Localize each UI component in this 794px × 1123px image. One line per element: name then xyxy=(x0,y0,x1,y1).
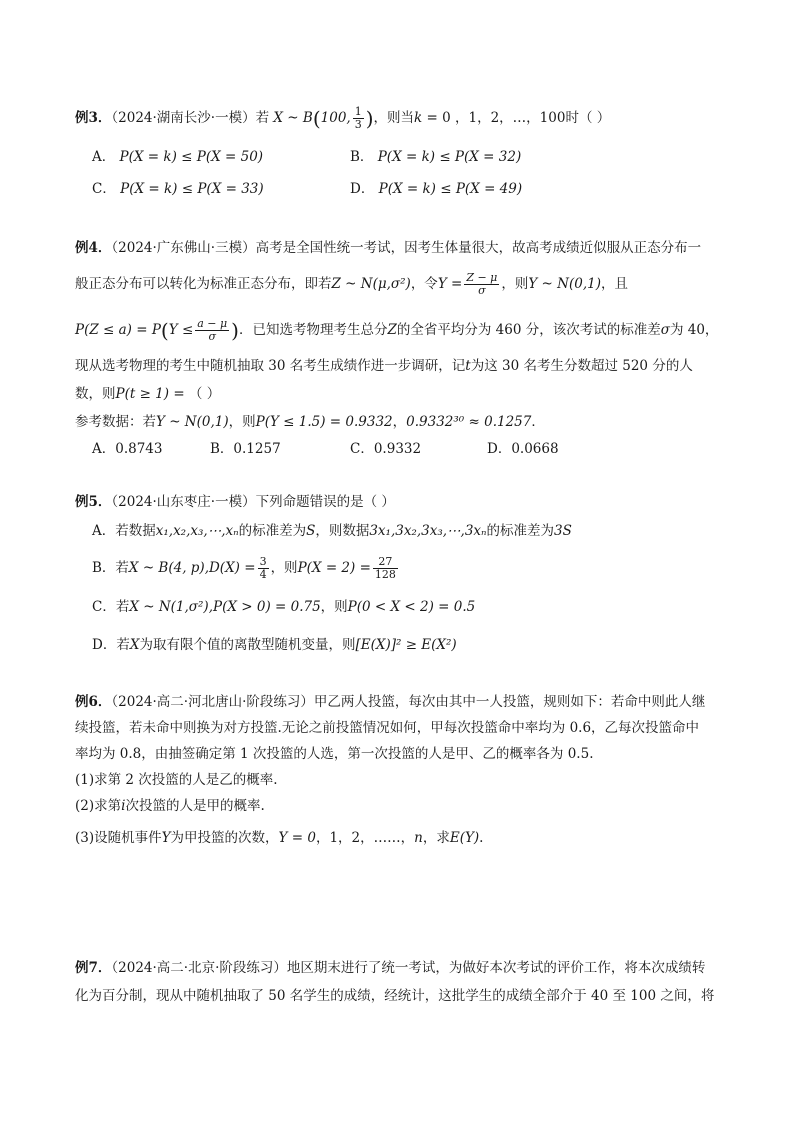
text: ，则 xyxy=(270,560,298,576)
text: ，求 xyxy=(422,830,450,846)
ex7-line-2: 化为百分制，现从中随机抽取了 50 名学生的成绩，经统计，这批学生的成绩全部介于 40 至 100 之间，将 xyxy=(75,988,715,1004)
option-label: B． xyxy=(350,149,374,165)
ex3-option-b xyxy=(350,146,521,168)
ex4-text-2d: ，且 xyxy=(600,276,628,292)
ex7-source: （2024·高二·北京·阶段练习） xyxy=(111,960,287,976)
ex3-args: 100, xyxy=(320,110,351,126)
option-value: 0.1257 xyxy=(233,441,281,457)
ex6-line-1 xyxy=(75,692,705,712)
text: . xyxy=(479,830,484,846)
ex3-frac-den: 3 xyxy=(354,118,362,131)
ex6-text-1: 甲乙两人投篮，每次由其中一人投篮，规则如下：若命中则此人继 xyxy=(313,694,706,710)
ex4-fraction-z xyxy=(464,272,499,297)
option-value: 0.8743 xyxy=(115,441,163,457)
ex6-line-3: 率均为 0.8，由抽签确定第 1 次投篮的人选，第一次投篮的人是甲、乙的概率各为 0.5. xyxy=(75,746,594,762)
option-value: 0.9332 xyxy=(373,441,422,457)
math: n xyxy=(414,830,423,846)
option-value: 0.0668 xyxy=(511,441,559,457)
text: A．若数据 xyxy=(92,523,156,539)
ex4-text-6d: ． xyxy=(531,414,545,430)
ex4-line-6 xyxy=(75,412,545,432)
option-expr: P(X = k) ≤ P(X = 32) xyxy=(377,149,522,165)
option-label: A． xyxy=(92,149,116,165)
ex4-text-4b: 为这 30 名考生分数超过 520 分的人 xyxy=(470,358,693,374)
ex5-label: 例5． xyxy=(75,494,112,510)
frac-den: 128 xyxy=(374,568,396,581)
fraction xyxy=(258,556,269,581)
ex4-label: 例4． xyxy=(75,240,112,256)
ex4-source: （2024·广东佛山·三模） xyxy=(111,240,256,256)
ex5-option-a xyxy=(92,520,572,542)
math: 3S xyxy=(554,523,572,539)
text: ，则 xyxy=(320,599,348,615)
math: P(0 < X < 2) = 0.5 xyxy=(347,599,476,615)
ex4-option-c xyxy=(350,438,421,460)
option-label: C． xyxy=(350,441,374,457)
ex4-line-2 xyxy=(75,272,628,297)
ex7-line-1 xyxy=(75,958,705,978)
ex4-math-ybound: Y ≤ xyxy=(168,322,194,338)
ex3-source: （2024·湖南长沙·一模） xyxy=(111,110,256,126)
math: X ~ B(4, p),D(X) = xyxy=(128,560,256,576)
ex4-text-2a: 般正态分布可以转化为标准正态分布，即若 xyxy=(75,276,332,292)
ex6-source: （2024·高二·河北唐山·阶段练习） xyxy=(111,694,314,710)
text: 的标准差为 xyxy=(238,523,307,539)
ex5-option-c xyxy=(92,596,475,618)
math: X ~ N(1,σ²),P(X > 0) = 0.75 xyxy=(129,599,321,615)
option-expr: P(X = k) ≤ P(X = 50) xyxy=(119,149,264,165)
ex4-text-2b: ，令 xyxy=(410,276,438,292)
text: B．若 xyxy=(92,560,129,576)
ex5-source: （2024·山东枣庄·一模） xyxy=(111,494,256,510)
option-label: A． xyxy=(92,441,116,457)
text: ，1，2，……， xyxy=(315,830,415,846)
ex4-line-1 xyxy=(75,238,701,258)
text: ，则数据 xyxy=(315,523,370,539)
math: P(X = 2) = xyxy=(297,560,371,576)
frac-den: σ xyxy=(208,330,216,343)
ex4-text-5a: 数，则 xyxy=(75,386,116,402)
ex3-text-a: 若 xyxy=(255,110,270,126)
ex4-option-d xyxy=(487,438,559,460)
ex4-var-z: Z xyxy=(387,322,397,338)
text: (3)设随机事件 xyxy=(75,830,162,846)
option-label: D． xyxy=(487,441,512,457)
text: 次投篮的人是甲的概率. xyxy=(125,798,265,814)
ex3-frac-num: 1 xyxy=(354,105,362,118)
ex4-math-ref2: P(Y ≤ 1.5) = 0.9332 xyxy=(255,414,393,430)
math: E(Y) xyxy=(449,830,480,846)
text: 的标准差为 xyxy=(486,523,555,539)
ex4-math-ref1: Y ~ N(0,1) xyxy=(156,414,229,430)
ex4-math-ref3: 0.9332³⁰ ≈ 0.1257 xyxy=(406,414,532,430)
frac-num: a − μ xyxy=(197,317,228,330)
ex4-text-3b: 的全省平均分为 460 分，该次考试的标准差 xyxy=(396,322,661,338)
math: i xyxy=(121,798,126,814)
ex4-text-3c: 为 40， xyxy=(669,322,719,338)
ex3-dist: X ~ B xyxy=(273,110,313,126)
ex4-text-1: 高考是全国性统一考试，因考生体量很大，故高考成绩近似服从正态分布一 xyxy=(255,240,702,256)
ex4-math-pt: P(t ≥ 1) = xyxy=(115,386,189,402)
ex3-option-d xyxy=(350,178,522,200)
ex4-line-5 xyxy=(75,384,220,404)
ex4-line-4 xyxy=(75,356,693,376)
frac-num: Z − μ xyxy=(466,271,498,284)
ex4-line-3: P(Z ≤ a) = P(Y ≤ $\frac{a - \mu}{\sigma}$ )．已知选考物理考生总分Z的全省平均分为 460 分，该次考试的标准差σ为 40， xyxy=(75,317,719,343)
ex7-text-1: 地区期末进行了统一考试，为做好本次考试的评价工作，将本次成绩转 xyxy=(286,960,706,976)
ex4-math-y: Y = xyxy=(437,276,463,292)
ex4-var-t: t xyxy=(465,358,471,374)
math: x₁,x₂,x₃,⋯,xₙ xyxy=(155,523,239,539)
ex4-text-6a: 参考数据：若 xyxy=(75,414,156,430)
math: S xyxy=(306,523,316,539)
text: D．若 xyxy=(92,637,130,653)
ex4-text-5b: （ ） xyxy=(188,386,221,402)
ex5-text: 下列命题错误的是（ ） xyxy=(255,494,395,510)
frac-den: 4 xyxy=(259,568,267,581)
ex3-option-c xyxy=(92,178,264,200)
ex5-stem xyxy=(75,492,395,512)
frac-num: 27 xyxy=(373,556,398,569)
math: Y xyxy=(161,830,171,846)
ex4-option-a xyxy=(92,438,163,460)
option-label: C． xyxy=(92,181,116,197)
ex4-math-ystd: Y ~ N(0,1) xyxy=(528,276,601,292)
ex4-text-2c: ，则 xyxy=(501,276,529,292)
ex4-text-6b: ，则 xyxy=(228,414,256,430)
ex4-math-pz: P(Z ≤ a) = P xyxy=(75,322,161,338)
text: (2)求第 xyxy=(75,798,122,814)
ex3-stem: 例3．（2024·湖南长沙·一模）若 X ~ B(100, $\frac{1}{3}$ )，则当k = 0 ，1，2，…，100时（ ） xyxy=(75,105,611,131)
ex3-text-b: ，则当 xyxy=(373,110,415,126)
option-expr: P(X = k) ≤ P(X = 49) xyxy=(378,181,523,197)
ex3-k: k xyxy=(414,110,423,126)
fraction xyxy=(373,556,398,581)
frac-num: 3 xyxy=(259,555,267,568)
ex4-text-3a: ．已知选考物理考生总分 xyxy=(238,322,388,338)
ex3-label: 例3． xyxy=(75,110,112,126)
option-label: D． xyxy=(350,181,375,197)
ex4-text-6c: ， xyxy=(392,414,407,430)
ex5-option-b xyxy=(92,556,400,581)
math: Y = 0 xyxy=(278,830,316,846)
ex4-math-znormal: Z ~ N(μ,σ²) xyxy=(331,276,411,292)
ex6-question-1: (1)求第 2 次投篮的人是乙的概率. xyxy=(75,772,278,788)
text: 为甲投篮的次数， xyxy=(170,830,279,846)
ex5-option-d xyxy=(92,634,457,656)
ex6-label: 例6． xyxy=(75,694,112,710)
ex4-fraction-a xyxy=(195,318,229,343)
ex4-option-b xyxy=(210,438,281,460)
math: [E(X)]² ≥ E(X²) xyxy=(355,637,457,653)
ex3-text-c: = 0 ，1，2，…，100时（ ） xyxy=(422,110,611,126)
text: 为取有限个值的离散型随机变量，则 xyxy=(139,637,356,653)
ex6-question-2 xyxy=(75,796,265,816)
text: C．若 xyxy=(92,599,130,615)
ex4-var-sigma: σ xyxy=(660,322,670,338)
math: X xyxy=(129,637,140,653)
frac-den: σ xyxy=(478,284,486,297)
ex6-question-3 xyxy=(75,828,483,848)
ex3-option-a xyxy=(92,146,263,168)
option-expr: P(X = k) ≤ P(X = 33) xyxy=(120,181,264,197)
ex6-line-2: 续投篮，若未命中则换为对方投篮.无论之前投篮情况如何，甲每次投篮命中率均为 0.6，乙每次投篮命中 xyxy=(75,720,700,736)
option-label: B． xyxy=(210,441,234,457)
ex7-label: 例7． xyxy=(75,960,112,976)
ex4-text-4a: 现从选考物理的考生中随机抽取 30 名考生成绩作进一步调研，记 xyxy=(75,358,466,374)
math: 3x₁,3x₂,3x₃,⋯,3xₙ xyxy=(369,523,487,539)
ex3-fraction xyxy=(353,106,364,131)
